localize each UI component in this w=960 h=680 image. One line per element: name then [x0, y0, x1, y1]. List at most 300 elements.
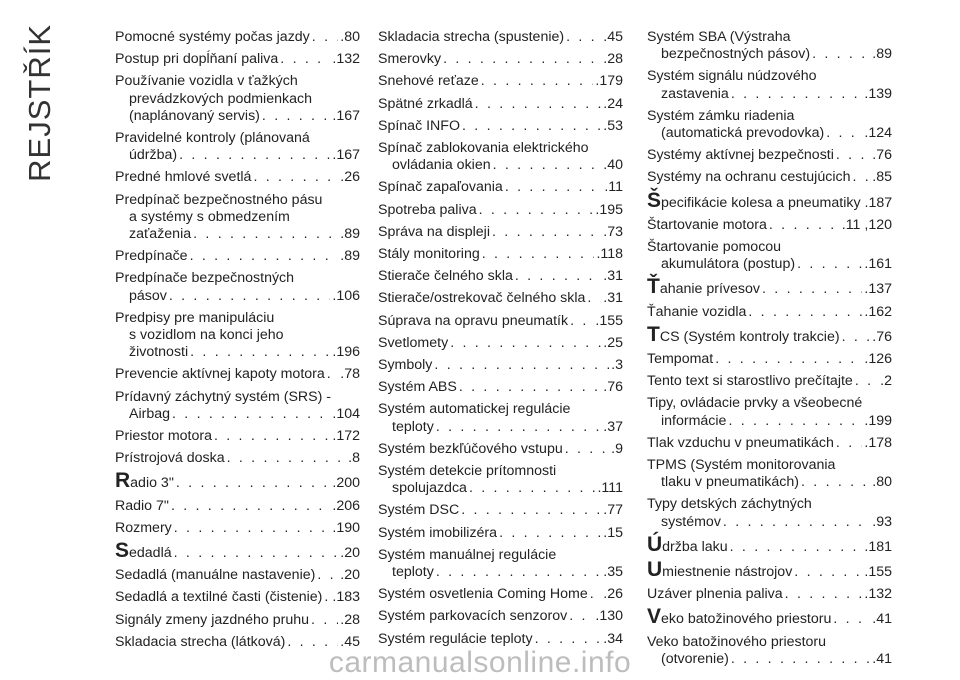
- entry-line-with-page: [115, 567, 360, 584]
- entry-line: [115, 192, 360, 209]
- index-entry: [378, 335, 623, 352]
- entry-text: Tempomat: [647, 351, 714, 368]
- entry-text: pásov: [129, 287, 167, 304]
- dot-leader: [312, 29, 338, 46]
- entry-text: Signály zmeny jazdného pruhu: [115, 611, 310, 628]
- entry-line: [647, 68, 892, 85]
- entry-line-with-page: [115, 498, 360, 515]
- entry-text: Systém imobilizéra: [378, 524, 498, 541]
- entry-text: Pomocné systémy počas jazdy: [115, 29, 310, 45]
- entry-text: Systém osvetlenia Coming Home: [378, 586, 588, 603]
- entry-line-with-page: [115, 539, 360, 563]
- dot-leader: [171, 498, 330, 515]
- page-number: .89: [872, 46, 892, 63]
- dot-leader: [469, 480, 596, 497]
- index-entry: [647, 395, 892, 429]
- index-entry: [115, 428, 360, 445]
- entry-line-with-page: [115, 147, 360, 164]
- page-number: .106: [332, 287, 360, 304]
- entry-line: [647, 457, 892, 474]
- page-number: .195: [595, 201, 623, 218]
- entry-line-with-page: [378, 441, 623, 458]
- entry-line-with-page: [378, 96, 623, 113]
- entry-line-with-page: [378, 290, 623, 307]
- entry-text: Systém DSC: [378, 502, 460, 519]
- dot-leader: [852, 169, 870, 186]
- entry-text: Ťahanie vozidla: [647, 303, 747, 320]
- dot-leader: [443, 51, 601, 68]
- page-number: .196: [332, 344, 360, 361]
- entry-line-with-page: [115, 108, 360, 125]
- entry-text: údržba): [129, 147, 178, 164]
- entry-text: Radio 7": [115, 497, 169, 514]
- entry-line: [647, 496, 892, 513]
- dot-leader: [797, 256, 862, 273]
- page-number: .45: [340, 633, 360, 650]
- dot-leader: [179, 147, 330, 164]
- dot-leader: [450, 335, 601, 352]
- entry-line: [115, 310, 360, 327]
- entry-text: Tento text si starostlivo prečítajte: [647, 373, 853, 390]
- page-number: .77: [603, 502, 623, 519]
- entry-line: [115, 130, 360, 147]
- page-number: .8: [348, 450, 360, 467]
- section-initial-letter: Š: [647, 188, 662, 212]
- page-number: .15: [603, 524, 623, 541]
- dot-leader: [730, 539, 863, 556]
- dot-leader: [836, 147, 870, 164]
- entry-text: Airbag: [129, 405, 171, 422]
- index-entry: [378, 401, 623, 435]
- page-number: .41: [872, 650, 892, 667]
- entry-line-with-page: [378, 202, 623, 219]
- entry-text: držba laku: [662, 538, 728, 555]
- dot-leader: [459, 379, 601, 396]
- page-number: .118: [596, 246, 623, 263]
- entry-line: [378, 401, 623, 418]
- dot-leader: [842, 329, 871, 346]
- entry-text: Snehové reťaze: [378, 73, 479, 90]
- entry-line-with-page: [647, 586, 892, 603]
- entry-text: Systém SBA (Výstraha: [647, 29, 791, 45]
- index-entry: [378, 179, 623, 196]
- index-entry: [115, 51, 360, 68]
- page-number: .26: [603, 586, 623, 603]
- entry-text: Predpínače: [115, 248, 188, 265]
- dot-leader: [174, 520, 331, 537]
- entry-text: Predné hmlové svetlá: [115, 169, 252, 186]
- entry-line-with-page: [378, 246, 623, 263]
- entry-line: [115, 327, 360, 344]
- entry-text: (naplánovaný servis): [129, 107, 260, 124]
- index-entry: [115, 450, 360, 467]
- page-number: .200: [332, 475, 360, 492]
- entry-line-with-page: [115, 169, 360, 186]
- index-entry: [378, 525, 623, 542]
- dot-leader: [482, 246, 595, 263]
- page-number: .132: [332, 51, 360, 68]
- dot-leader: [481, 73, 594, 90]
- entry-line-with-page: [115, 450, 360, 467]
- entry-line: [378, 547, 623, 564]
- page-number: .24: [603, 95, 623, 112]
- index-entry: [378, 290, 623, 307]
- dot-leader: [836, 435, 862, 452]
- entry-line-with-page: [378, 502, 623, 519]
- entry-text: Sedadlá (manuálne nastavenie): [115, 567, 316, 584]
- entry-text: Používanie vozidla v ťažkých: [115, 73, 298, 90]
- entry-line-with-page: [115, 29, 360, 46]
- entry-text: Systém automatickej regulácie: [378, 401, 571, 418]
- index-entry: [115, 29, 360, 46]
- page-number: .178: [864, 434, 892, 451]
- entry-text: adio 3": [130, 475, 174, 492]
- page-number: .37: [603, 418, 623, 435]
- index-entry: [115, 539, 360, 563]
- page-number: .2: [880, 373, 892, 390]
- entry-text: Štartovanie motora: [647, 216, 767, 233]
- entry-text: Spínač zapaľovania: [378, 179, 503, 196]
- dot-leader: [193, 226, 338, 243]
- index-entry: [378, 379, 623, 396]
- index-entry: [115, 520, 360, 537]
- entry-text: životnosti: [129, 344, 189, 361]
- section-initial-letter: Ť: [647, 275, 660, 299]
- entry-line-with-page: [378, 268, 623, 285]
- page-number: .20: [340, 567, 360, 584]
- index-entry: [647, 188, 893, 212]
- entry-line-with-page: [115, 469, 360, 493]
- index-entry: [378, 547, 623, 581]
- index-entry: [115, 270, 360, 304]
- page-number: .111: [597, 480, 623, 497]
- entry-text: informácie: [661, 412, 727, 429]
- entry-text: zaťaženia: [129, 226, 192, 243]
- entry-line-with-page: [647, 256, 892, 273]
- entry-line: [647, 395, 892, 412]
- entry-line-with-page: [647, 304, 892, 321]
- section-initial-letter: U: [647, 558, 663, 582]
- index-entry: [378, 246, 623, 263]
- page-number: .73: [603, 223, 623, 240]
- entry-text: Skladacia strecha (spustenie): [378, 29, 565, 45]
- section-initial-letter: Ú: [647, 532, 663, 556]
- dot-leader: [826, 125, 862, 142]
- entry-text: Postup pri dopĺňaní paliva: [115, 51, 279, 68]
- entry-line-with-page: [378, 224, 623, 241]
- section-initial-letter: R: [115, 469, 131, 493]
- index-entry: [647, 532, 892, 556]
- entry-line: [378, 140, 623, 157]
- page-number: .78: [340, 366, 360, 383]
- entry-text: spolujazdca: [392, 480, 467, 497]
- index-entry: [378, 357, 623, 374]
- entry-text: Systém zámku riadenia: [647, 107, 795, 124]
- page-number: .34: [603, 630, 623, 647]
- entry-text: Systémy aktívnej bezpečnosti: [647, 147, 834, 164]
- index-entry: [115, 498, 360, 515]
- page-number: .93: [872, 513, 892, 530]
- page-number: .89: [340, 226, 360, 243]
- entry-text: Typy detských záchytných: [647, 496, 812, 513]
- page-number: .132: [864, 586, 892, 603]
- page-number: .130: [595, 608, 623, 625]
- entry-line-with-page: [647, 322, 892, 346]
- dot-leader: [176, 475, 331, 492]
- dot-leader: [748, 304, 862, 321]
- entry-text: Stierače/ostrekovač čelného skla: [378, 290, 586, 307]
- entry-line-with-page: [115, 248, 360, 265]
- entry-text: Prístrojová doska: [115, 450, 225, 467]
- dot-leader: [253, 169, 338, 186]
- entry-text: Systém parkovacích senzorov: [378, 608, 568, 625]
- page-number: .41: [872, 611, 892, 628]
- page-number: .53: [603, 117, 623, 134]
- entry-text: Súprava na opravu pneumatík: [378, 312, 569, 329]
- entry-text: prevádzkových podmienkach: [129, 90, 312, 107]
- entry-text: Veko batožinového priestoru: [647, 633, 827, 650]
- page-number: .80: [340, 29, 360, 45]
- entry-text: bezpečnostných pásov): [661, 46, 811, 63]
- entry-line-with-page: [115, 589, 360, 606]
- dot-leader: [436, 564, 601, 581]
- entry-line-with-page: [647, 474, 892, 491]
- entry-text: zastavenia: [661, 85, 729, 102]
- page-number: .104: [332, 405, 360, 422]
- entry-line-with-page: [378, 51, 623, 68]
- page-number: .25: [603, 334, 623, 351]
- page-number: .162: [864, 303, 892, 320]
- entry-text: teploty: [392, 564, 434, 581]
- entry-text: Správa na displeji: [378, 223, 490, 240]
- dot-leader: [505, 179, 603, 196]
- page-number: .31: [603, 268, 623, 285]
- index-entry: [378, 51, 623, 68]
- entry-line-with-page: [647, 125, 892, 142]
- entry-line: [115, 209, 360, 226]
- dot-leader: [324, 589, 330, 606]
- entry-line-with-page: [647, 373, 892, 390]
- dot-leader: [515, 268, 601, 285]
- dot-leader: [785, 586, 863, 603]
- dot-leader: [479, 202, 594, 219]
- page-number: .40: [603, 157, 623, 174]
- entry-line-with-page: [647, 169, 892, 186]
- entry-line-with-page: [647, 435, 892, 452]
- entry-line-with-page: [647, 351, 892, 368]
- dot-leader: [462, 118, 601, 135]
- index-entry: [115, 389, 360, 423]
- page-number: .179: [595, 73, 623, 90]
- entry-text: ovládania okien: [392, 157, 491, 174]
- dot-leader: [262, 108, 330, 125]
- dot-leader: [169, 288, 331, 305]
- dot-leader: [812, 46, 870, 63]
- index-entry: [647, 169, 892, 186]
- index-entry: [647, 275, 892, 299]
- dot-leader: [762, 281, 862, 298]
- entry-line: [647, 239, 892, 256]
- dot-leader: [493, 157, 602, 174]
- index-entry: [115, 469, 360, 493]
- index-entry: [647, 373, 892, 390]
- entry-text: CS (Systém kontroly trakcie): [659, 328, 840, 345]
- index-entry: [378, 29, 623, 46]
- page-number: .183: [332, 589, 360, 606]
- dot-leader: [801, 474, 870, 491]
- entry-text: Spínač zablokovania elektrického: [378, 140, 589, 157]
- index-entry: [647, 586, 892, 603]
- index-entry: [378, 441, 623, 458]
- dot-leader: [492, 224, 601, 241]
- entry-text: Systém detekcie prítomnosti: [378, 463, 557, 480]
- entry-text: Systém regulácie teploty: [378, 630, 533, 647]
- entry-line-with-page: [378, 73, 623, 90]
- entry-line-with-page: [647, 188, 893, 212]
- entry-line-with-page: [647, 413, 892, 430]
- entry-line-with-page: [378, 179, 623, 196]
- dot-leader: [280, 51, 330, 68]
- dot-leader: [565, 441, 609, 458]
- entry-text: Pravidelné kontroly (plánovaná: [115, 130, 310, 147]
- entry-text: teploty: [392, 418, 434, 435]
- page-title: REJSTŘÍK: [22, 24, 57, 182]
- page-number: .11: [604, 179, 623, 196]
- page-number: .190: [332, 519, 360, 536]
- page-number: .80: [872, 474, 892, 491]
- entry-text: s vozidlom na konci jeho: [129, 327, 284, 344]
- page-number: .3: [611, 357, 623, 374]
- index-column-1: [115, 29, 360, 656]
- entry-line-with-page: [378, 525, 623, 542]
- entry-text: Prevencie aktívnej kapoty motora: [115, 366, 325, 383]
- entry-line-with-page: [115, 428, 360, 445]
- dot-leader: [174, 545, 339, 562]
- dot-leader: [190, 248, 339, 265]
- page-number: .137: [864, 281, 892, 298]
- index-entry: [378, 586, 623, 603]
- page-number: .11 ,120: [841, 216, 892, 233]
- entry-text: Rozmery: [115, 519, 172, 536]
- entry-text: Systém ABS: [378, 379, 457, 396]
- page-number: .76: [603, 379, 623, 396]
- entry-text: pecifikácie kolesa a pneumatiky: [661, 194, 861, 211]
- page-number: .35: [603, 564, 623, 581]
- entry-text: Prídavný záchytný systém (SRS) -: [115, 388, 332, 405]
- entry-text: Sedadlá a textilné časti (čistenie): [115, 589, 323, 606]
- index-entry: [115, 589, 360, 606]
- entry-text: Predpínače bezpečnostných: [115, 270, 295, 287]
- page-number: .155: [595, 312, 623, 329]
- entry-text: edadlá: [129, 545, 172, 562]
- section-initial-letter: T: [647, 322, 660, 346]
- entry-text: eko batožinového priestoru: [661, 611, 832, 628]
- entry-line-with-page: [378, 313, 623, 330]
- entry-line-with-page: [378, 29, 623, 46]
- entry-line-with-page: [115, 612, 360, 629]
- entry-text: Priestor motora: [115, 428, 212, 445]
- index-entry: [647, 435, 892, 452]
- index-entry: [378, 268, 623, 285]
- dot-leader: [590, 586, 602, 603]
- entry-text: akumulátora (postup): [661, 256, 796, 273]
- page-number: .20: [340, 545, 360, 562]
- index-entry: [647, 239, 892, 273]
- dot-leader: [723, 514, 870, 531]
- index-entry: [115, 130, 360, 164]
- entry-text: TPMS (Systém monitorovania: [647, 457, 836, 474]
- page-number: .89: [340, 248, 360, 265]
- dot-leader: [227, 450, 347, 467]
- entry-text: Systém signálu núdzového: [647, 68, 817, 85]
- dot-leader: [317, 567, 338, 584]
- entry-line-with-page: [647, 46, 892, 63]
- index-entry: [647, 29, 892, 63]
- index-entry: [115, 248, 360, 265]
- entry-line: [378, 463, 623, 480]
- index-entry: [115, 73, 360, 125]
- entry-line-with-page: [115, 344, 360, 361]
- page-number: .76: [872, 328, 892, 345]
- dot-leader: [461, 502, 601, 519]
- entry-line-with-page: [115, 226, 360, 243]
- entry-line-with-page: [378, 419, 623, 436]
- index-column-2: [378, 29, 623, 653]
- entry-line-with-page: [647, 605, 892, 629]
- index-entry: [378, 463, 623, 497]
- entry-line-with-page: [378, 357, 623, 374]
- dot-leader: [327, 366, 339, 383]
- entry-line-with-page: [378, 157, 623, 174]
- page-number: .167: [332, 107, 360, 124]
- dot-leader: [214, 428, 330, 445]
- watermark: carmanualsonline.info: [328, 646, 632, 679]
- dot-leader: [311, 612, 338, 629]
- entry-text: Spínač INFO: [378, 117, 461, 134]
- index-entry: [647, 496, 892, 530]
- entry-text: (automatická prevodovka): [661, 125, 825, 142]
- index-entry: [378, 73, 623, 90]
- entry-line-with-page: [647, 514, 892, 531]
- entry-text: Uzáver plnenia paliva: [647, 586, 783, 603]
- index-entry: [647, 605, 892, 629]
- entry-text: Stierače čelného skla: [378, 268, 513, 285]
- entry-text: Smerovky: [378, 51, 442, 68]
- entry-line-with-page: [647, 275, 892, 299]
- page-number: .124: [864, 125, 892, 142]
- entry-line-with-page: [647, 558, 892, 582]
- index-entry: [647, 558, 892, 582]
- dot-leader: [190, 344, 330, 361]
- entry-line-with-page: [115, 288, 360, 305]
- index-column-3: [647, 29, 892, 673]
- index-entry: [378, 502, 623, 519]
- index-entry: [378, 608, 623, 625]
- index-entry: [115, 567, 360, 584]
- dot-leader: [569, 608, 593, 625]
- index-entry: [647, 351, 892, 368]
- entry-text: a systémy s obmedzením: [129, 208, 290, 225]
- entry-text: ahanie prívesov: [659, 281, 760, 298]
- page-number: .161: [864, 256, 892, 273]
- dot-leader: [475, 96, 602, 113]
- entry-line: [647, 29, 892, 46]
- page-number: .126: [864, 351, 892, 368]
- dot-leader: [566, 29, 601, 46]
- page-number: .172: [332, 428, 360, 445]
- page-number: .28: [340, 611, 360, 628]
- entry-text: (otvorenie): [661, 650, 729, 667]
